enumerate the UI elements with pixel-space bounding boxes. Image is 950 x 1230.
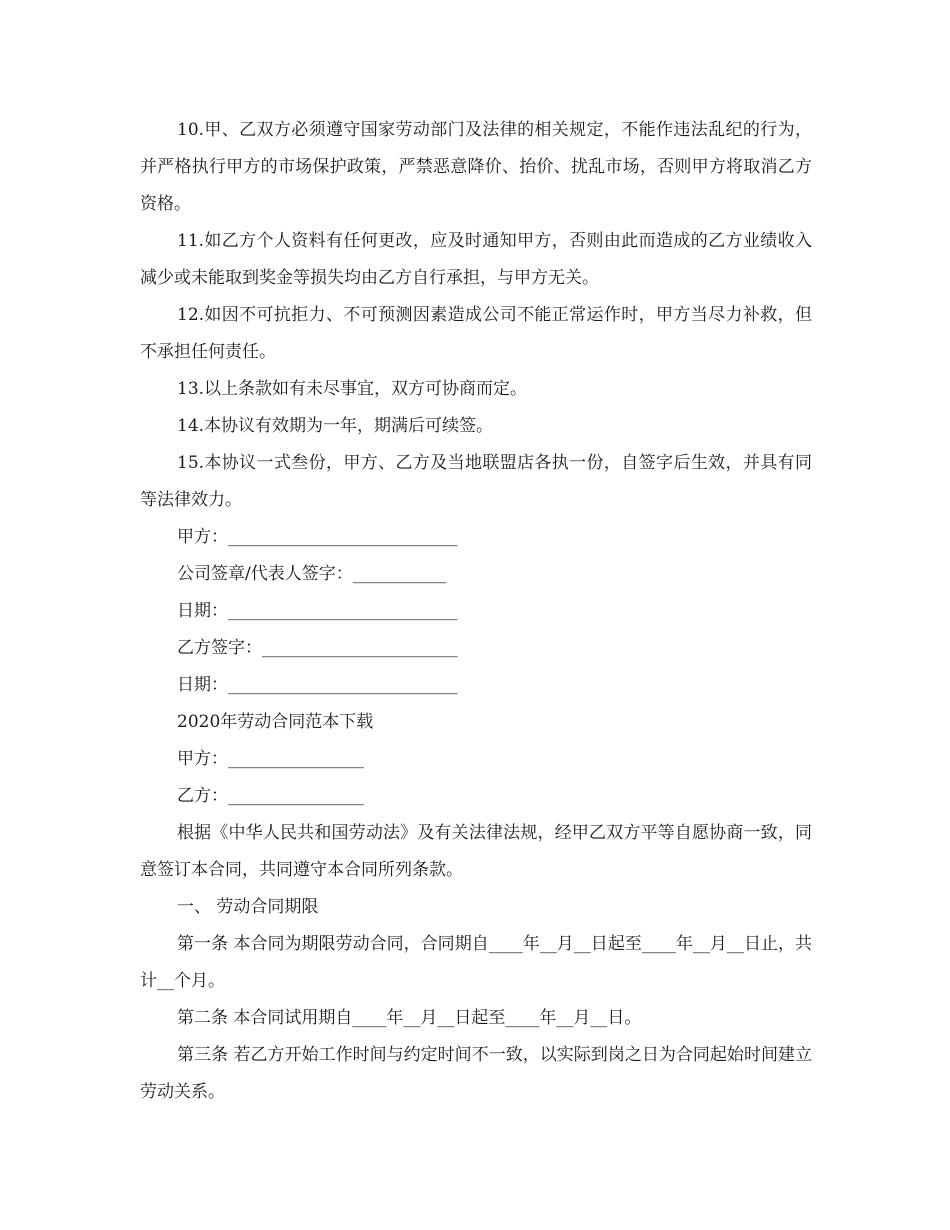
clause-11: 11.如乙方个人资料有任何更改，应及时通知甲方，否则由此而造成的乙方业绩收入减少或未能取到奖金等损失均由乙方自行承担，与甲方无关。 (140, 231, 812, 288)
document-page (140, 112, 812, 1111)
signature-line-date-2: 日期：___________________________ (177, 675, 458, 695)
clause-14: 14.本协议有效期为一年，期满后可续签。 (177, 416, 494, 436)
clause-13: 13.以上条款如有未尽事宜，双方可协商而定。 (177, 379, 528, 399)
signature-line-company-seal: 公司签章/代表人签字：___________ (177, 564, 447, 584)
signature-line-date-1: 日期：___________________________ (177, 601, 458, 621)
clause-15: 15.本协议一式叁份，甲方、乙方及当地联盟店各执一份，自签字后生效，并具有同等法律效力。 (140, 453, 812, 510)
party-a-line: 甲方：________________ (177, 749, 364, 769)
article-1: 第一条 本合同为期限劳动合同，合同期自____年__月__日起至____年__月__日止，共计__个月。 (140, 934, 812, 991)
article-3: 第三条 若乙方开始工作时间与约定时间不一致，以实际到岗之日为合同起始时间建立劳动关系。 (140, 1045, 812, 1102)
signature-block (140, 519, 812, 704)
section-heading-term: 一、 劳动合同期限 (177, 897, 319, 917)
preamble: 根据《中华人民共和国劳动法》及有关法律法规，经甲乙双方平等自愿协商一致，同意签订本合同，共同遵守本合同所列条款。 (140, 823, 812, 880)
signature-line-party-a: 甲方：___________________________ (177, 527, 458, 547)
article-2: 第二条 本合同试用期自____年__月__日起至____年__月__日。 (177, 1008, 642, 1028)
clause-12: 12.如因不可抗拒力、不可预测因素造成公司不能正常运作时，甲方当尽力补救，但不承担任何责任。 (140, 305, 812, 362)
clause-10: 10.甲、乙双方必须遵守国家劳动部门及法律的相关规定，不能作违法乱纪的行为，并严格执行甲方的市场保护政策，严禁恶意降价、抬价、扰乱市场，否则甲方将取消乙方资格。 (140, 120, 812, 214)
party-b-line: 乙方：________________ (177, 786, 364, 806)
contract-title: 2020年劳动合同范本下载 (177, 712, 374, 732)
signature-line-party-b: 乙方签字：_______________________ (177, 638, 458, 658)
